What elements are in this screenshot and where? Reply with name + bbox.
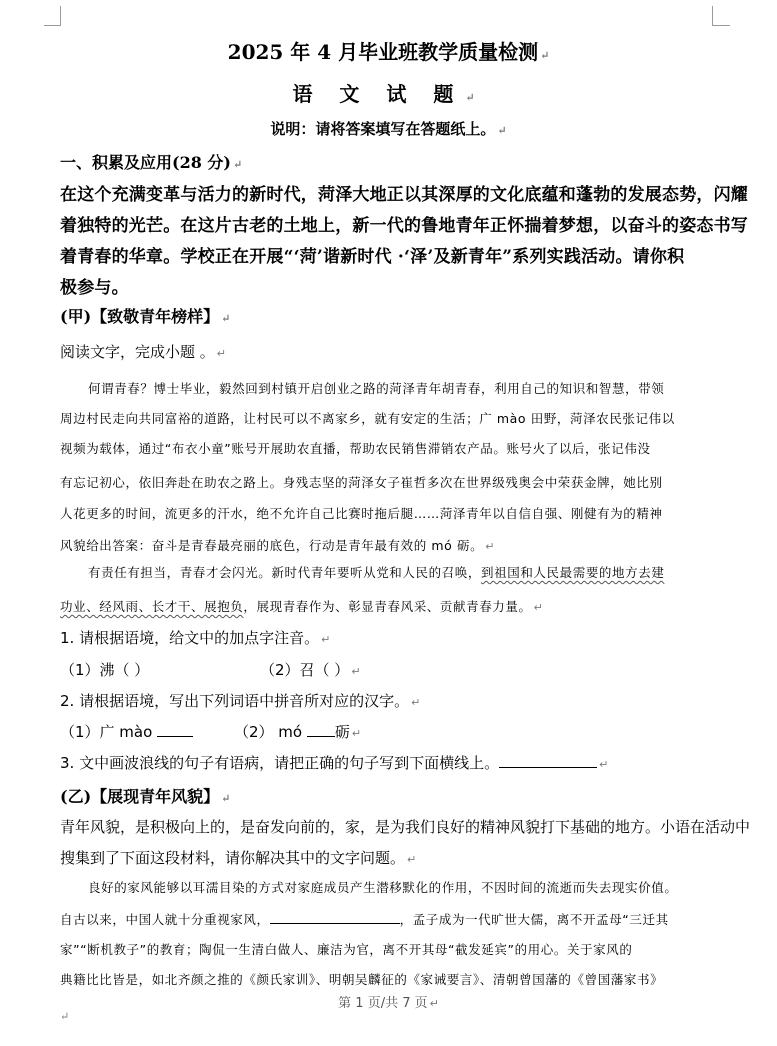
answer-blank-2a[interactable] <box>157 724 193 737</box>
crop-mark-top-left <box>60 6 61 26</box>
paragraph-mark: ↵ <box>60 1010 70 1023</box>
exam-subject: 语 文 试 题 ↵ <box>292 82 485 106</box>
intro-line-3: 着青春的华章。学校正在开展“‘菏’谐新时代 ·‘泽’及新青年”系列实践活动。请你积 <box>60 247 685 267</box>
passage-line-6: 风貌给出答案：奋斗是青春最亮丽的底色，行动是青年最有效的 mó 砺。 ↵ <box>60 538 496 553</box>
passage-line-5: 人花更多的时间，流更多的汗水，绝不允许自己比赛时拖后腿……菏泽青年以自信自强、刚健有为的精神 <box>60 506 663 521</box>
part-b-intro-2: 搜集到了下面这段材料，请你解决其中的文字问题。 ↵ <box>60 849 417 867</box>
part-b-passage-4: 典籍比比皆是，如北齐颜之推的《颜氏家训》、明朝吴麟征的《家诫要言》、清朝曾国藩的《曾国藩家书》 <box>60 972 664 987</box>
exam-note: 说明：请将答案填写在答题纸上。 ↵ <box>270 120 507 138</box>
passage2-line-1: 有责任有担当，青春才会闪光。新时代青年要听从党和人民的召唤，到祖国和人民最需要的地方去建 <box>88 565 665 580</box>
passage-line-1: 何谓青春？博士毕业，毅然回到村镇开启创业之路的菏泽青年胡青春，利用自己的知识和智慧，带领 <box>88 381 665 396</box>
crop-mark-top-left-h <box>44 25 60 26</box>
page-footer: 第 1 页/共 7 页 ↵ <box>338 996 439 1011</box>
part-b-passage-2: 自古以来，中国人就十分重视家风， ，孟子成为一代旷世大儒，离不开孟母“三迁其 <box>60 912 669 927</box>
intro-line-2: 着独特的光芒。在这片古老的土地上，新一代的鲁地青年正怀揣着梦想，以奋斗的姿态书写 <box>60 216 748 236</box>
question-3: 3. 文中画波浪线的句子有语病，请把正确的句子写到下面横线上。 ↵ <box>60 754 609 772</box>
part-b-passage-3: 家”“断机教子”的教育；陶侃一生清白做人、廉洁为官，离不开其母“截发延宾”的用心。关于家风的 <box>60 942 633 957</box>
intro-line-4: 极参与。 <box>60 278 129 298</box>
answer-blank-2b[interactable] <box>307 724 335 737</box>
passage2-line-2: 功业、经风雨、长才干、展抱负，展现青春作为、彰显青春风采、贡献青春力量。 ↵ <box>60 599 544 614</box>
answer-blank-family[interactable] <box>270 911 400 924</box>
part-a-heading: (甲)【致敬青年榜样】 ↵ <box>60 307 231 326</box>
question-1-a: （1）沸（ ） <box>60 661 150 679</box>
passage-line-4: 有忘记初心，依旧奔赴在助农之路上。身残志坚的菏泽女子崔哲多次在世界级残奥会中荣获金牌，她比别 <box>60 475 663 490</box>
part-b-heading: (乙)【展现青年风貌】 ↵ <box>60 787 231 806</box>
passage-line-3: 视频为载体，通过“布衣小童”账号开展助农直播，帮助农民销售滞销农产品。账号火了以后，张记伟没 <box>60 441 651 456</box>
answer-blank-3[interactable] <box>499 755 597 768</box>
question-2-b: （2） mó 砺 ↵ <box>234 723 362 741</box>
part-a-instruction: 阅读文字，完成小题 。 ↵ <box>60 343 226 361</box>
wavy-sentence-part-2: 功业、经风雨、长才干、展抱负 <box>60 599 244 614</box>
wavy-sentence-part-1: 到祖国和人民最需要的地方去建 <box>481 565 665 580</box>
question-1: 1. 请根据语境，给文中的加点字注音。 ↵ <box>60 629 331 647</box>
part-b-passage-1: 良好的家风能够以耳濡目染的方式对家庭成员产生潜移默化的作用，不因时间的流逝而失去现实价值。 <box>88 880 678 895</box>
crop-mark-top-right <box>712 6 713 26</box>
question-2: 2. 请根据语境，写出下列词语中拼音所对应的汉字。 ↵ <box>60 692 421 710</box>
question-2-a: （1）广 mào <box>60 721 193 742</box>
question-1-b: （2）召（ ） ↵ <box>260 661 361 679</box>
part-b-intro-1: 青年风貌，是积极向上的，是奋发向前的，家，是为我们良好的精神风貌打下基础的地方。小语在活动中 <box>60 818 751 836</box>
section1-heading: 一、积累及应用(28 分) ↵ <box>60 153 243 172</box>
crop-mark-top-right-h <box>712 25 730 26</box>
exam-title: 2025 年 4 月毕业班教学质量检测 ↵ <box>227 40 550 64</box>
intro-line-1: 在这个充满变革与活力的新时代，菏泽大地正以其深厚的文化底蕴和蓬勃的发展态势，闪耀 <box>60 185 748 205</box>
passage-line-2: 周边村民走向共同富裕的道路，让村民可以不离家乡，就有安定的生活；广 mào 田野，菏泽农民张记伟以 <box>60 411 675 426</box>
